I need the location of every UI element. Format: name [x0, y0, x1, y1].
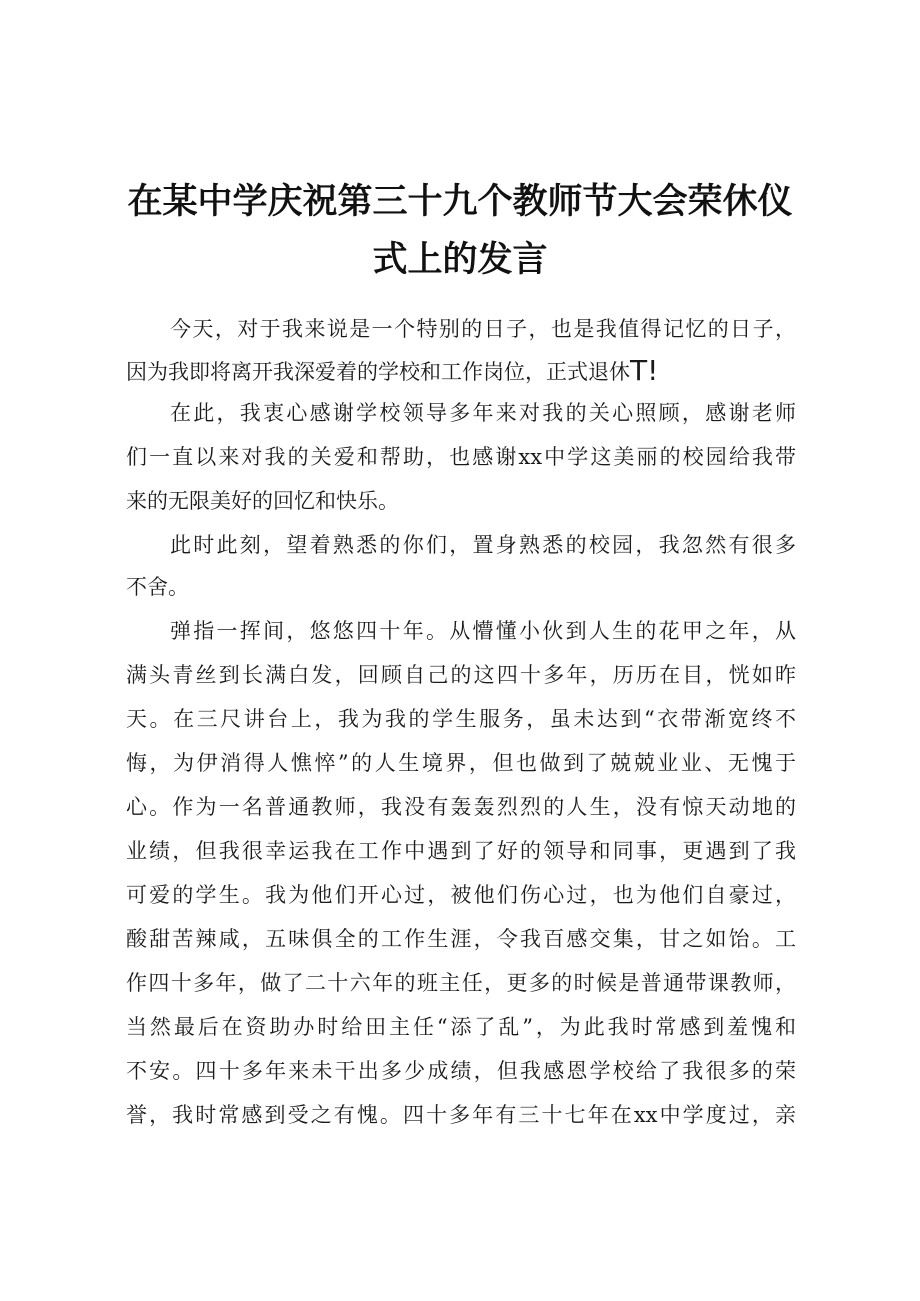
paragraph-4-line-5: 心。作为一名普通教师，我没有轰轰烈烈的人生，没有惊天动地的	[126, 795, 796, 819]
paragraph-4-line-1: 弹指一挥间，悠悠四十年。从懵懂小伙到人生的花甲之年，从	[170, 619, 796, 643]
paragraph-3-line-2: 不舍。	[126, 575, 189, 599]
paragraph-4-line-8: 酸甜苦辣咸，五味俱全的工作生涯，令我百感交集，甘之如饴。工	[126, 927, 796, 951]
paragraph-4-line-3: 天。在三尺讲台上，我为我的学生服务，虽未达到“衣带渐宽终不	[126, 707, 796, 731]
paragraph-1-ending: T!	[630, 354, 659, 387]
paragraph-4-line-12: 誉，我时常感到受之有愧。四十多年有三十七年在xx中学度过，亲	[126, 1103, 796, 1127]
paragraph-2-line-3: 来的无限美好的回忆和快乐。	[126, 489, 399, 513]
paragraph-2-line-2: 们一直以来对我的关爱和帮助，也感谢xx中学这美丽的校园给我带	[126, 445, 796, 469]
paragraph-4-line-6: 业绩，但我很幸运我在工作中遇到了好的领导和同事，更遇到了我	[126, 839, 796, 863]
paragraph-4-line-7: 可爱的学生。我为他们开心过，被他们伤心过，也为他们自豪过，	[126, 883, 796, 907]
paragraph-4-line-11: 不安。四十多年来未干出多少成绩，但我感恩学校给了我很多的荣	[126, 1059, 796, 1083]
paragraph-1-line-2	[126, 356, 796, 386]
paragraph-2-line-1: 在此，我衷心感谢学校领导多年来对我的关心照顾，感谢老师	[170, 401, 796, 425]
paragraph-4-line-4: 悔，为伊消得人憔悴”的人生境界，但也做到了兢兢业业、无愧于	[126, 751, 796, 775]
paragraph-3-line-1: 此时此刻，望着熟悉的你们，置身熟悉的校园，我忽然有很多	[170, 533, 796, 557]
paragraph-1-line-1: 今天，对于我来说是一个特别的日子，也是我值得记忆的日子，	[170, 317, 796, 341]
paragraph-4-line-9: 作四十多年，做了二十六年的班主任，更多的时候是普通带课教师，	[126, 971, 796, 995]
paragraph-1-line-2-text: 因为我即将离开我深爱着的学校和工作岗位，正式退休	[126, 360, 630, 384]
paragraph-4-line-10: 当然最后在资助办时给田主任“添了乱”，为此我时常感到羞愧和	[126, 1015, 796, 1039]
title-line-2: 式上的发言	[372, 240, 548, 280]
paragraph-4-line-2: 满头青丝到长满白发，回顾自己的这四十多年，历历在目，恍如昨	[126, 663, 796, 687]
title-line-1: 在某中学庆祝第三十九个教师节大会荣休仪	[127, 182, 793, 222]
